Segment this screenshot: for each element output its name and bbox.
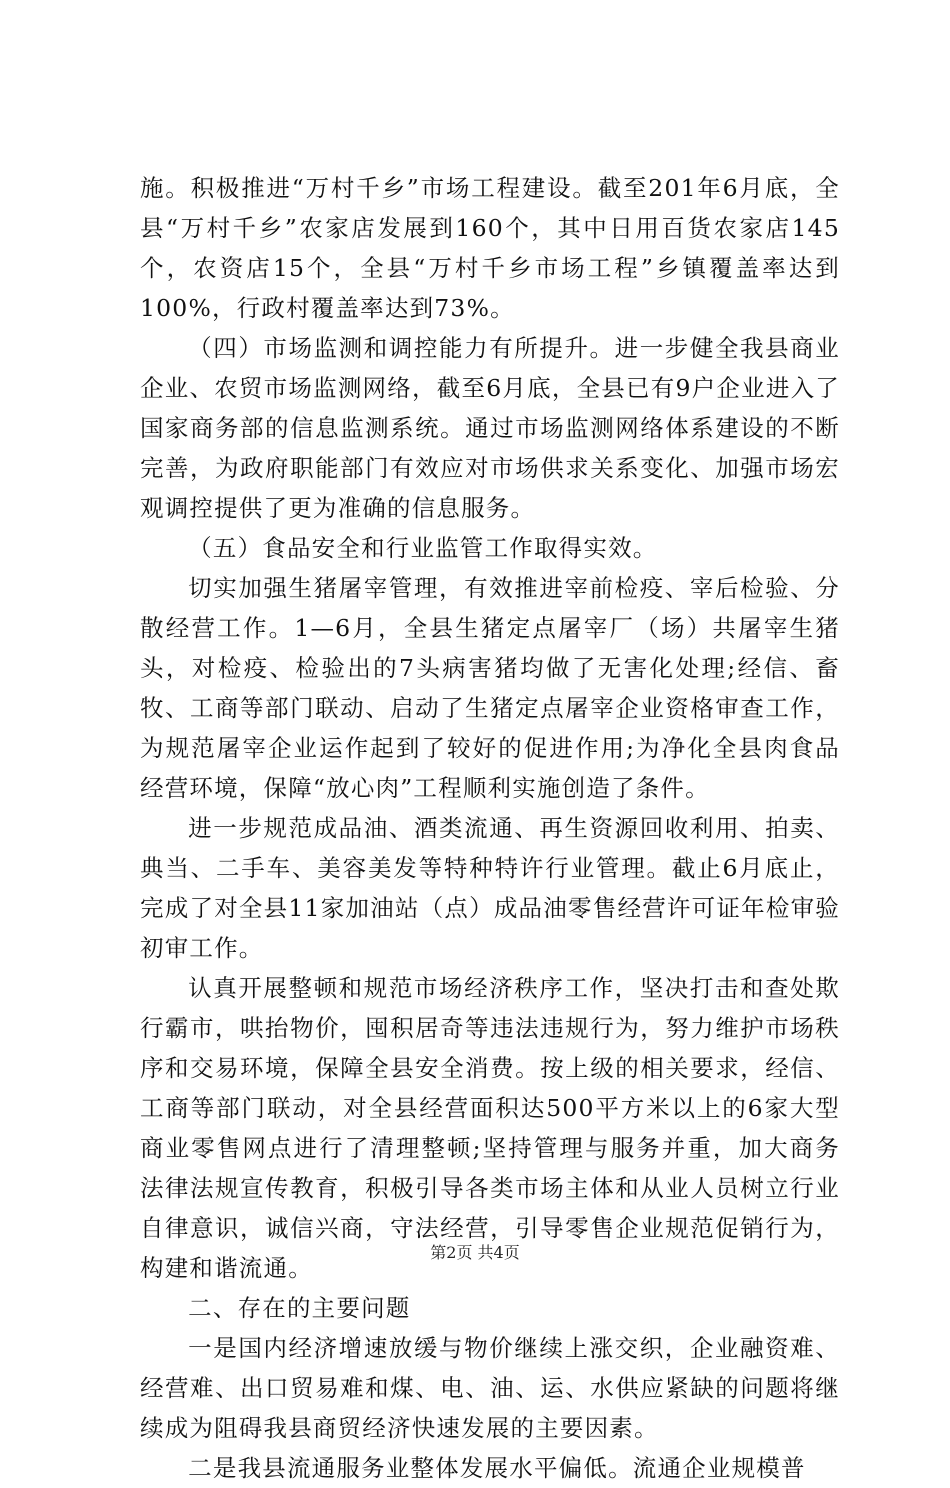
page-number-label: 第2页 共4页 <box>430 1243 520 1262</box>
document-body <box>140 168 840 1488</box>
page-footer <box>0 1243 950 1263</box>
section-heading-main-problems: 二、存在的主要问题 <box>188 1294 411 1322</box>
paragraph-problem-one: 一是国内经济增速放缓与物价继续上涨交织，企业融资难、经营难、出口贸易难和煤、电、油、运、水供应紧缺的问题将继续成为阻碍我县商贸经济快速发展的主要因素。 <box>140 1334 840 1442</box>
paragraph-market-order: 认真开展整顿和规范市场经济秩序工作，坚决打击和查处欺行霸市，哄抬物价，囤积居奇等违法违规行为，努力维护市场秩序和交易环境，保障全县安全消费。按上级的相关要求，经信、工商等部门联动，对全县经营面积达500平方米以上的6家大型商业零售网点进行了清理整顿;坚持管理与服务并重，加大商务法律法规宣传教育，积极引导各类市场主体和从业人员树立行业自律意识，诚信兴商，守法经营，引导零售企业规范促销行为，构建和谐流通。 <box>140 974 840 1282</box>
paragraph-food-safety-heading: （五）食品安全和行业监管工作取得实效。 <box>188 534 658 562</box>
paragraph-market-project: 施。积极推进“万村千乡”市场工程建设。截至201年6月底，全县“万村千乡”农家店发展到160个，其中日用百货农家店145个，农资店15个，全县“万村千乡市场工程”乡镇覆盖率达到100%，行政村覆盖率达到73%。 <box>140 174 840 322</box>
paragraph-pig-slaughter: 切实加强生猪屠宰管理，有效推进宰前检疫、宰后检验、分散经营工作。1—6月，全县生猪定点屠宰厂（场）共屠宰生猪头，对检疫、检验出的7头病害猪均做了无害化处理;经信、畜牧、工商等部门联动、启动了生猪定点屠宰企业资格审查工作，为规范屠宰企业运作起到了较好的促进作用;为净化全县肉食品经营环境，保障“放心肉”工程顺利实施创造了条件。 <box>140 574 840 802</box>
paragraph-problem-two: 二是我县流通服务业整体发展水平偏低。流通企业规模普 <box>188 1454 806 1482</box>
paragraph-industry-regulation: 进一步规范成品油、酒类流通、再生资源回收利用、拍卖、典当、二手车、美容美发等特种特许行业管理。截止6月底止，完成了对全县11家加油站（点）成品油零售经营许可证年检审验初审工作。 <box>140 814 840 962</box>
paragraph-market-monitoring: （四）市场监测和调控能力有所提升。进一步健全我县商业企业、农贸市场监测网络，截至6月底，全县已有9户企业进入了国家商务部的信息监测系统。通过市场监测网络体系建设的不断完善，为政府职能部门有效应对市场供求关系变化、加强市场宏观调控提供了更为准确的信息服务。 <box>140 334 840 522</box>
